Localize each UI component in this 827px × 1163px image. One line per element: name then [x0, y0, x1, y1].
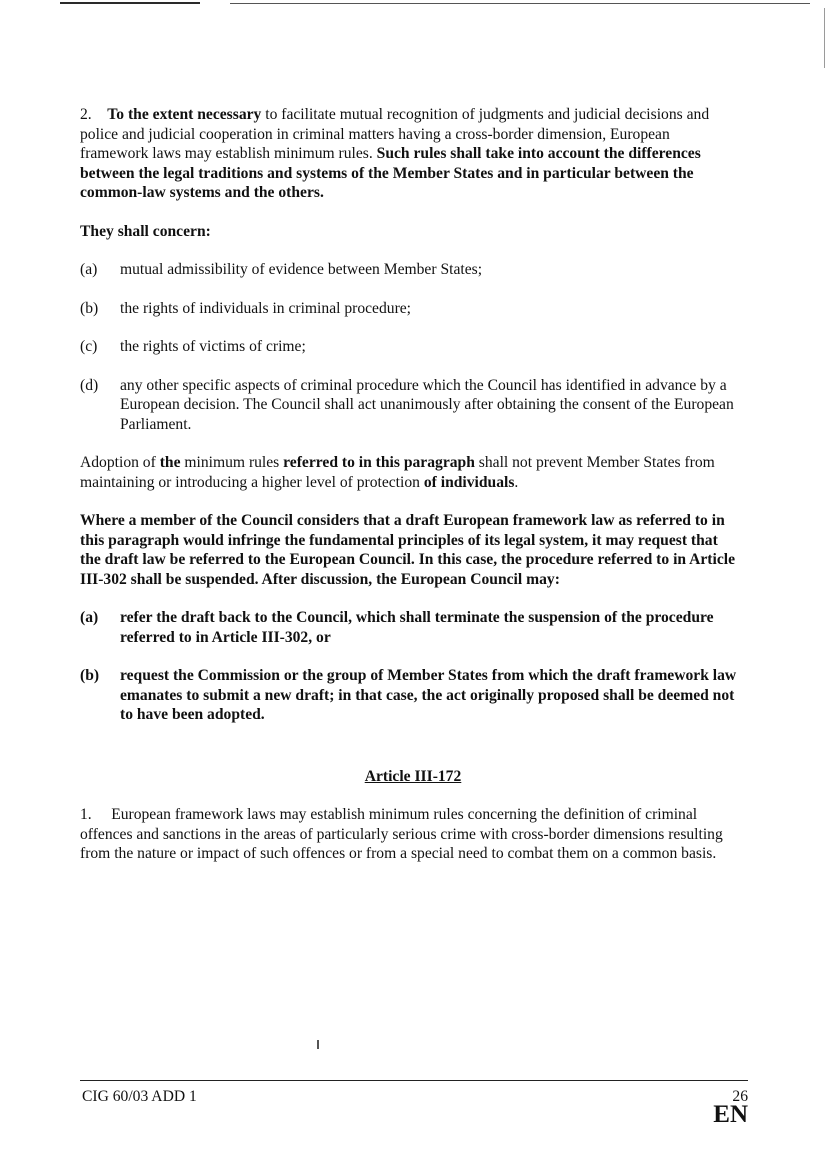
scan-edge-right — [824, 8, 825, 68]
list-item-label: (c) — [80, 338, 98, 355]
list-item-text: request the Commission or the group of Member States from which the draft framework law emanates to submit a new draft; in that case, the act originally proposed shall be deemed not to have been adopted. — [120, 667, 737, 723]
scan-speck — [317, 1040, 319, 1049]
article-heading: Article III-172 — [364, 767, 462, 785]
scan-edge-mark — [60, 2, 200, 4]
document-body — [80, 105, 742, 883]
language-code: EN — [713, 1101, 748, 1128]
page-number: 26 — [732, 1088, 748, 1105]
list-item-text: the rights of victims of crime; — [120, 338, 306, 355]
list-item — [80, 608, 742, 647]
concern-heading: They shall concern: — [80, 222, 211, 240]
list-item-text: any other specific aspects of criminal procedure which the Council has identified in advance by a European decision. The Council shall act unanimously after obtaining the consent of the European Parliament. — [120, 376, 734, 433]
emphasis-text: referred to in this paragraph — [283, 454, 475, 471]
list-item-label: (d) — [80, 376, 99, 394]
body-text: Adoption of — [80, 454, 160, 471]
scan-edge-top — [0, 0, 827, 6]
council-paragraph: Where a member of the Council considers that a draft European framework law as referred to in this paragraph would infringe the fundamental principles of its legal system, it may request that the draft law be referred to the European Council. In this case, the procedure referred to in Article III-302 shall be suspended. After discussion, the European Council may: — [80, 512, 735, 588]
body-text: shall not prevent Member States from maintaining or introducing a higher level of protection — [80, 454, 715, 491]
emphasis-text: of individuals — [423, 473, 515, 491]
emphasis-text: Such rules shall take into account the differences between the legal traditions and systems of the Member States and in particular between the common-law systems and the others. — [80, 145, 701, 201]
body-text: minimum rules — [180, 454, 284, 471]
body-text: to facilitate mutual recognition of judgments and judicial decisions and police and judicial cooperation in criminal matters having a cross-border dimension, European framework laws may establish minimum rules. — [80, 106, 710, 162]
concern-list — [80, 260, 742, 434]
list-item — [80, 337, 742, 357]
adoption-paragraph — [80, 453, 742, 492]
emphasis-text: To the extent necessary — [107, 106, 262, 123]
council-options-list — [80, 608, 742, 725]
list-item-label: (a) — [80, 609, 99, 626]
list-item-text: mutual admissibility of evidence between Member States; — [120, 261, 483, 278]
document-reference: CIG 60/03 ADD 1 — [82, 1088, 197, 1105]
list-item — [80, 666, 742, 725]
body-text: . — [514, 473, 519, 491]
page-footer — [80, 1080, 748, 1128]
list-item-label: (a) — [80, 261, 98, 278]
list-item — [80, 299, 742, 319]
body-text: European framework laws may establish minimum rules concerning the definition of criminal offences and sanctions in the areas of particularly serious crime with cross-border dimensions resulting from the nature or impact of such offences or from a special need to combat them on a common basis. — [80, 806, 723, 862]
list-item — [80, 376, 742, 435]
list-item-text: the rights of individuals in criminal procedure; — [120, 299, 412, 317]
scan-edge-mark — [230, 3, 810, 4]
list-item-label: (b) — [80, 667, 100, 684]
article-paragraph — [80, 805, 742, 864]
section-number: 2. — [80, 106, 92, 123]
list-item-label: (b) — [80, 299, 99, 317]
section-number: 1. — [80, 806, 92, 823]
emphasis-text: the — [159, 454, 181, 471]
list-item-text: refer the draft back to the Council, which shall terminate the suspension of the procedure referred to in Article III-302, or — [120, 609, 714, 646]
section-2-paragraph — [80, 105, 742, 203]
list-item — [80, 260, 742, 280]
